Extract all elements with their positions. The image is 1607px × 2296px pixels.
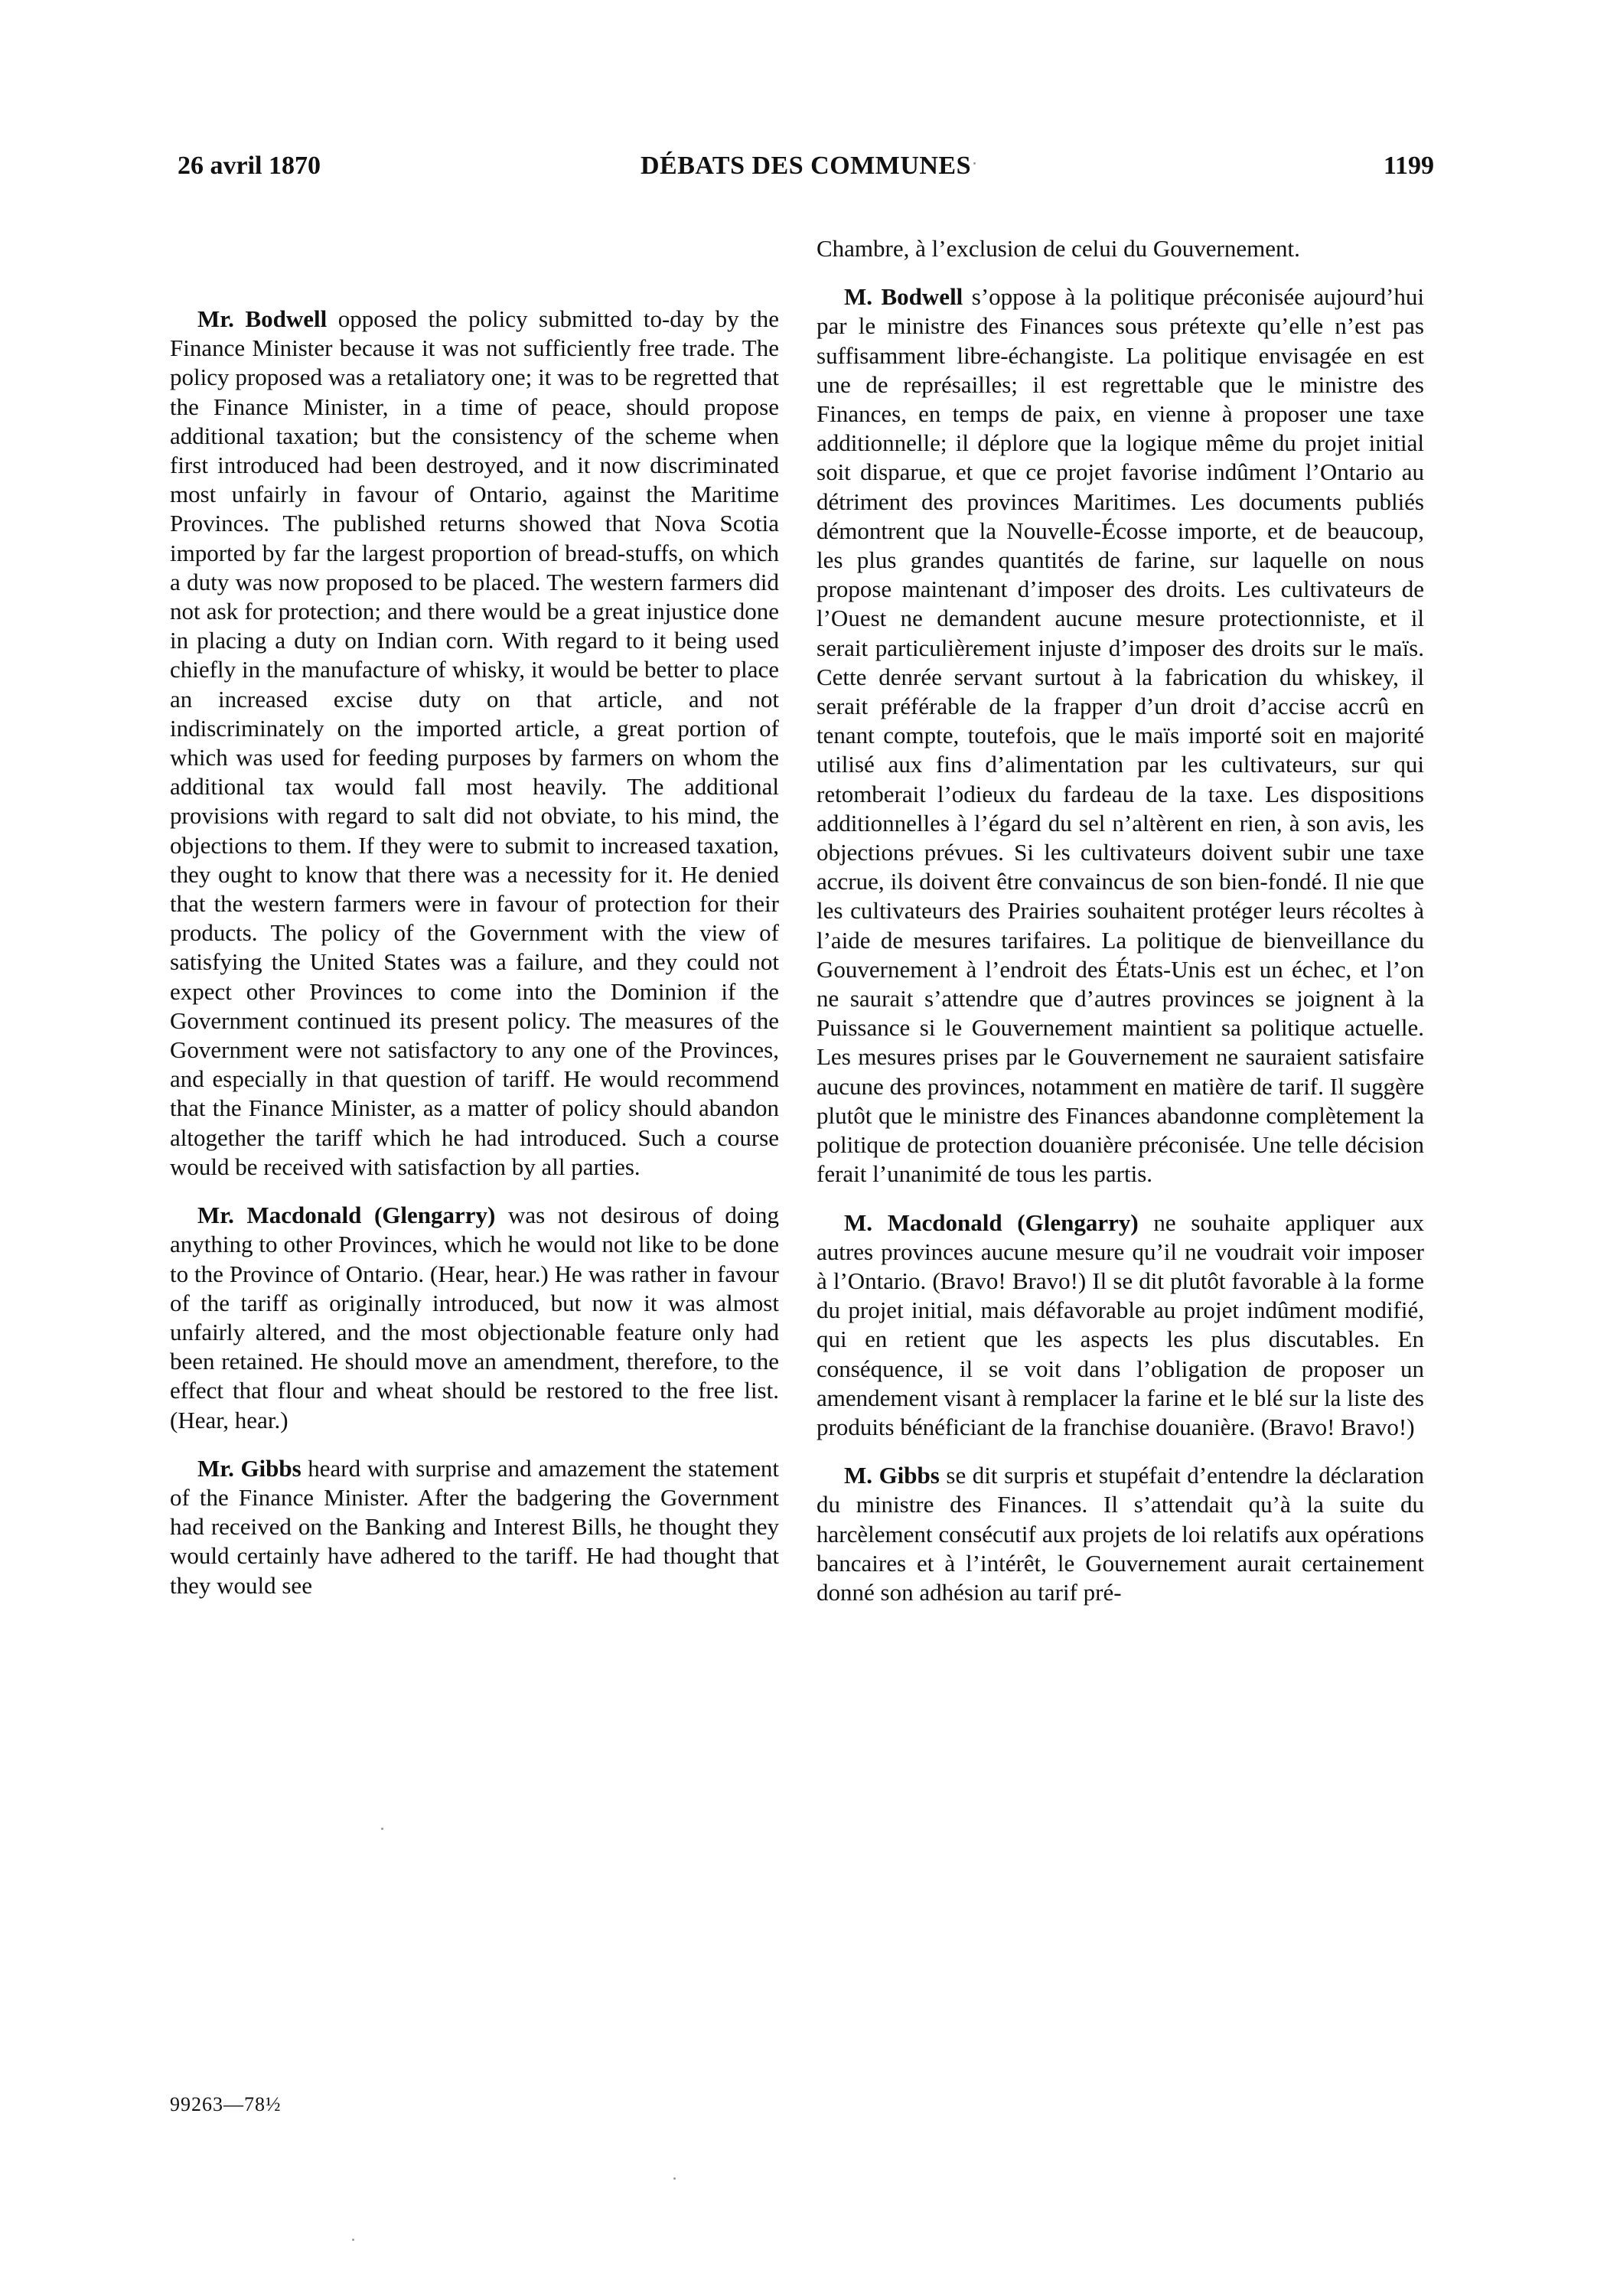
speaker-name: Mr. Gibbs [197, 1454, 302, 1482]
footer-print-code: 99263—78½ [170, 2093, 282, 2115]
right-column [817, 234, 1424, 1626]
speaker-name: M. Bodwell [844, 283, 963, 311]
speaker-name: M. Macdonald (Glengarry) [844, 1208, 1139, 1236]
paragraph-bodwell-en [170, 305, 779, 1182]
speaker-name: M. Gibbs [844, 1462, 940, 1489]
paragraph-text: was not desirous of doing anything to other Provinces, which he would not like to be done to the Province of Ontario. (Hear, hear.) He was rather in favour of the tariff as originally introduced, but now it was almost unfairly altered, and the most objectionable feature only had been retained. He should move an amendment, therefore, to the effect that flour and wheat should be restored to the free list. (Hear, hear.) [170, 1202, 779, 1433]
scan-speck [673, 2177, 676, 2180]
paragraph-text: se dit surpris et stupéfait d’entendre la déclaration du ministre des Finances. Il s’attendait qu’à la suite du harcèlement consécutif aux projets de loi relatifs aux opérations bancaires et à l’intérêt, le Gouvernement aurait certainement donné son adhésion au tarif pré- [817, 1462, 1424, 1606]
page-number: 1199 [1383, 152, 1434, 180]
paragraph-text: s’oppose à la politique préconisée aujourd’hui par le ministre des Finances sous prétexte qu’elle n’est pas suffisamment libre-échangiste. La politique envisagée en est une de représailles; il est regrettable que le ministre des Finances, en temps de paix, en vienne à proposer une taxe additionnelle; il déplore que la logique même du projet initial soit disparue, et que ce projet favorise indûment l’Ontario au détriment des provinces Maritimes. Les documents publiés démontrent que la Nouvelle-Écosse importe, et de beaucoup, les plus grandes quantités de farine, sur laquelle on nous propose maintenant d’imposer des droits. Les cultivateurs de l’Ouest ne demandent aucune mesure protectionniste, et il serait particulièrement injuste d’imposer des droits sur le maïs. Cette denrée servant surtout à la fabrication du whiskey, il serait préférable de la frapper d’un droit d’accise accrû en tenant compte, toutefois, que le maïs importé soit en majorité utilisé aux fins d’alimentation par les cultivateurs, sur qui retomberait l’odieux du fardeau de la taxe. Les dispositions additionnelles à l’égard du sel n’altèrent en rien, à son avis, les objections prévues. Si les cultivateurs doivent subir une taxe accrue, ils doivent être convaincus de son bien-fondé. Il nie que les cultivateurs des Prairies souhaitent protéger leurs récoltes à l’aide de mesures tarifaires. La politique de bienveillance du Gouvernement à l’endroit des États-Unis est un échec, et l’on ne saurait s’attendre que d’autres provinces se joignent à la Puissance si le Gouvernement maintient sa politique actuelle. Les mesures prises par le Gouvernement ne sauraient satisfaire aucune des provinces, notamment en matière de tarif. Il suggère plutôt que le ministre des Finances abandonne complètement la politique de protection douanière préconisée. Une telle décision ferait l’unanimité de tous les partis. [817, 283, 1424, 1188]
paragraph-text: opposed the policy submitted to-day by the Finance Minister because it was not sufficiently free trade. The policy proposed was a retaliatory one; it was to be regretted that the Finance Minister, in a time of peace, should propose additional taxation; but the consistency of the scheme when first introduced had been destroyed, and it now discriminated most unfairly in favour of Ontario, against the Maritime Provinces. The published returns showed that Nova Scotia imported by far the largest proportion of bread-stuffs, on which a duty was now proposed to be placed. The western farmers did not ask for protection; and there would be a great injustice done in placing a duty on Indian corn. With regard to it being used chiefly in the manufacture of whisky, it would be better to place an increased excise duty on that article, and not indiscriminately on the imported article, a great portion of which was used for feeding purposes by farmers on whom the additional tax would fall most heavily. The additional provisions with regard to salt did not obviate, to his mind, the objections to them. If they were to submit to increased taxation, they ought to know that there was a necessity for it. He denied that the western farmers were in favour of protection for their products. The policy of the Government with the view of satisfying the United States was a failure, and they could not expect other Provinces to come into the Dominion if the Government continued its present policy. The measures of the Government were not satisfactory to any one of the Provinces, and especially in that question of tariff. He would recommend that the Finance Minister, as a matter of policy should abandon altogether the tariff which he had introduced. Such a course would be received with satisfaction by all parties. [170, 305, 779, 1180]
header-date: 26 avril 1870 [178, 152, 321, 180]
paragraph-text: ne souhaite appliquer aux autres provinces aucune mesure qu’il ne voudrait voir imposer à l’Ontario. (Bravo! Bravo!) Il se dit plutôt favorable à la forme du projet initial, mais défavorable au projet indûment modifié, qui en retient que les aspects les plus discutables. En conséquence, il se voit dans l’obligation de proposer un amendement visant à remplacer la farine et le blé sur la liste des produits bénéficiant de la franchise douanière. (Bravo! Bravo!) [817, 1208, 1424, 1440]
page-header [178, 152, 1434, 190]
paragraph-continuation-fr: Chambre, à l’exclusion de celui du Gouvernement. [817, 235, 1300, 262]
left-column [170, 305, 779, 1619]
scan-speck [973, 162, 976, 165]
speaker-name: Mr. Macdonald (Glengarry) [197, 1202, 496, 1229]
scan-speck [352, 2239, 354, 2241]
paragraph-bodwell-fr [817, 282, 1424, 1189]
paragraph-gibbs-en [170, 1454, 779, 1600]
header-title: DÉBATS DES COMMUNES [640, 152, 972, 180]
paragraph-gibbs-fr [817, 1461, 1424, 1607]
paragraph-macdonald-fr [817, 1208, 1424, 1443]
paragraph-text: heard with surprise and amazement the statement of the Finance Minister. After the badgering the Government had received on the Banking and Interest Bills, he thought they would certainly have adhered to the tariff. He had thought that they would see [170, 1454, 779, 1599]
paragraph-macdonald-en [170, 1201, 779, 1435]
scan-speck [381, 1828, 383, 1830]
speaker-name: Mr. Bodwell [197, 305, 328, 332]
